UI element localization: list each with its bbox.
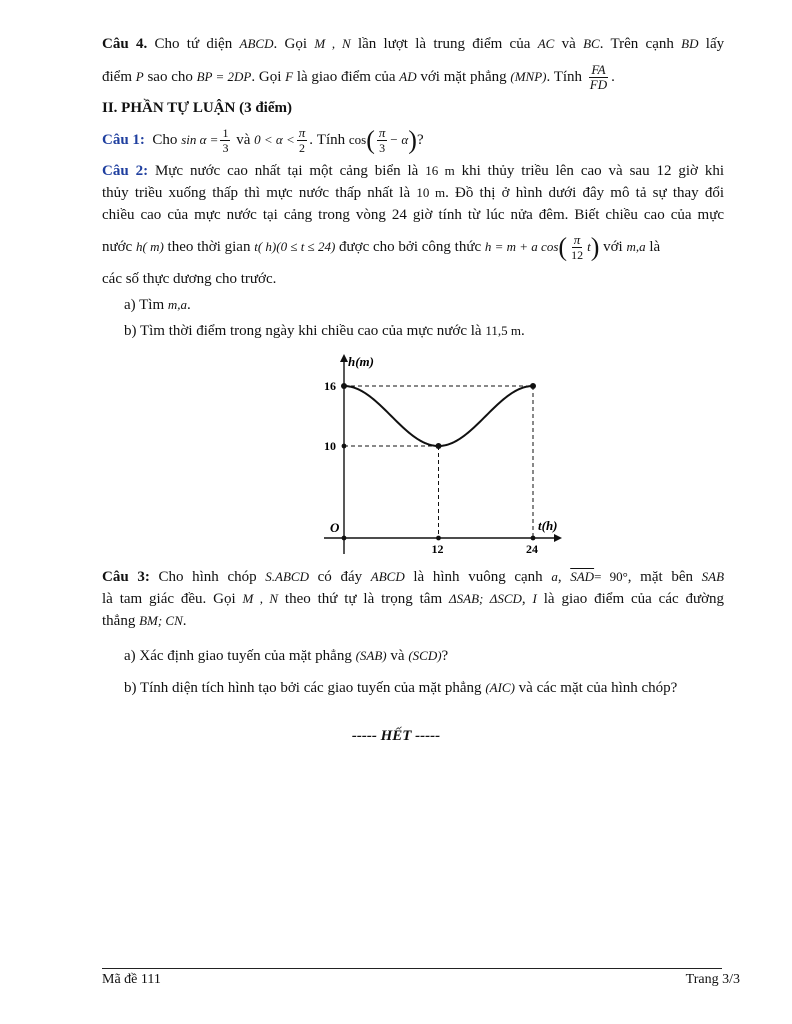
math: (MNP) bbox=[510, 69, 547, 84]
section-title: II. PHẦN TỰ LUẬN (3 điểm) bbox=[102, 100, 292, 116]
q2-line-5: các số thực dương cho trước. bbox=[102, 271, 277, 287]
paren: ( bbox=[366, 125, 375, 155]
text: . Đồ thị ở hình dưới đây mô tả sự thay đổi bbox=[445, 185, 724, 201]
y-axis-arrow bbox=[340, 354, 348, 362]
text: là tam giác đều. Gọi bbox=[102, 591, 236, 607]
q3-part-b bbox=[124, 677, 746, 699]
text: b) Tính diện tích hình tạo bởi các giao tuyến của mặt phẳng bbox=[124, 680, 482, 696]
text: Cho tứ diện bbox=[154, 36, 233, 52]
y-tick-label: 10 bbox=[324, 439, 336, 453]
q4-line-2 bbox=[102, 60, 724, 94]
math: AD bbox=[399, 69, 417, 84]
x-tick-label: 12 bbox=[431, 542, 444, 556]
text: với bbox=[603, 239, 623, 255]
text: . Tính bbox=[546, 69, 583, 85]
data-point bbox=[530, 383, 536, 389]
text: . bbox=[187, 297, 191, 313]
math: (0 ≤ t ≤ 24) bbox=[276, 239, 336, 254]
text: . Tính bbox=[309, 132, 346, 148]
text: là giao điểm của bbox=[296, 69, 396, 85]
q4-label: Câu 4. bbox=[102, 36, 148, 52]
text: với mặt phẳng bbox=[420, 69, 507, 85]
math: 11,5 m bbox=[485, 323, 521, 338]
math: F bbox=[285, 69, 294, 84]
x-tick-mark bbox=[531, 536, 536, 541]
text: . bbox=[182, 613, 187, 629]
math: P bbox=[135, 69, 144, 84]
text: , mặt bên bbox=[627, 569, 693, 585]
math: ΔSAB; ΔSCD bbox=[449, 591, 522, 606]
text: theo thời gian bbox=[167, 239, 251, 255]
text: a) Tìm bbox=[124, 297, 165, 313]
math: 10 m bbox=[416, 185, 446, 200]
math: BC bbox=[583, 36, 600, 51]
q3-part-a bbox=[124, 645, 746, 667]
series-line bbox=[344, 386, 533, 446]
math: M , N bbox=[314, 36, 351, 51]
text: Cho hình chóp bbox=[158, 569, 257, 585]
q2-line-4 bbox=[102, 229, 724, 265]
x-axis-label: t(h) bbox=[538, 518, 558, 533]
math: 16 m bbox=[425, 163, 455, 178]
text: và bbox=[236, 132, 251, 148]
math: M , N bbox=[242, 591, 279, 606]
math: = 90° bbox=[594, 569, 628, 584]
math: (SCD) bbox=[408, 648, 442, 663]
frac-num: FA bbox=[591, 62, 606, 78]
math: SAB bbox=[701, 569, 725, 584]
q3-line-3 bbox=[102, 610, 724, 632]
text: sao cho bbox=[147, 69, 193, 85]
q3-label: Câu 3: bbox=[102, 569, 150, 585]
text: thẳng bbox=[102, 613, 136, 629]
text: a) Xác định giao tuyến của mặt phẳng bbox=[124, 648, 352, 664]
fraction bbox=[569, 233, 585, 262]
text: là giao điểm của các đường bbox=[543, 591, 725, 607]
text: . bbox=[611, 69, 615, 85]
end-marker: ----- HẾT ----- bbox=[351, 728, 441, 744]
paren: ( bbox=[558, 232, 568, 262]
paren: ) bbox=[408, 125, 417, 155]
q3-line-2 bbox=[102, 588, 724, 610]
math: BD bbox=[681, 36, 699, 51]
text: và các mặt của hình chóp? bbox=[518, 680, 678, 696]
frac-num: π bbox=[573, 232, 581, 248]
page-number: Trang 3/3 bbox=[685, 972, 740, 987]
q2-line-3: chiều cao của mực nước tại cảng trong vòng 24 giờ tính từ lúc nửa đêm. Biết chiều cao của mực bbox=[102, 207, 724, 223]
text: . Gọi bbox=[273, 36, 308, 52]
q3-line-1: Câu 3: Cho hình chóp S.ABCD có đáy ABCD là hình vuông cạnh a, $\overline{SAD}= 90^\circ$, mặt bên SAB bbox=[102, 569, 725, 585]
text: thủy triều xuống thấp thì mực nước thấp nhất là bbox=[102, 185, 411, 201]
fraction bbox=[377, 126, 388, 155]
text: theo thứ tự là trọng tâm bbox=[284, 591, 443, 607]
y-tick-label: 16 bbox=[324, 379, 336, 393]
text: là hình vuông cạnh bbox=[413, 569, 543, 585]
math: (SAB) bbox=[355, 648, 387, 663]
origin-label: O bbox=[330, 520, 340, 535]
text: Mực nước cao nhất tại một cảng biển là bbox=[154, 163, 419, 179]
frac-den: 12 bbox=[571, 248, 584, 263]
x-axis-arrow bbox=[554, 534, 562, 542]
data-point bbox=[436, 443, 442, 449]
math: h( m) bbox=[135, 239, 164, 254]
text: lần lượt là trung điểm của bbox=[357, 36, 531, 52]
frac-den: 3 bbox=[222, 141, 229, 156]
math: a bbox=[551, 569, 558, 584]
math: − α bbox=[389, 132, 409, 147]
math: BM; CN bbox=[139, 613, 183, 628]
math: sin α = bbox=[181, 132, 219, 147]
q2-part-b bbox=[124, 320, 746, 342]
math: m,a bbox=[167, 297, 188, 312]
footer-rule bbox=[102, 968, 722, 969]
math: t( h) bbox=[254, 239, 277, 254]
math: t bbox=[587, 239, 591, 254]
text: ? bbox=[441, 648, 449, 664]
chart-marks bbox=[324, 379, 538, 556]
y-tick-mark bbox=[342, 444, 347, 449]
q2-line-2 bbox=[102, 182, 724, 204]
frac-num: π bbox=[298, 125, 306, 141]
q1-line bbox=[102, 122, 724, 158]
text: . Gọi bbox=[251, 69, 282, 85]
math: S.ABCD bbox=[265, 569, 309, 584]
text: là bbox=[649, 239, 661, 255]
text: lấy bbox=[705, 36, 725, 52]
fraction bbox=[297, 126, 308, 155]
text: khi thủy triều lên cao và sau 12 giờ khi bbox=[461, 163, 724, 179]
text: , bbox=[521, 591, 526, 607]
text: ? bbox=[416, 132, 424, 148]
paren: ) bbox=[590, 232, 600, 262]
tide-chart bbox=[310, 346, 570, 560]
text: . Trên cạnh bbox=[599, 36, 674, 52]
q4-line-1 bbox=[102, 33, 724, 55]
origin-mark bbox=[342, 536, 347, 541]
math: ABCD bbox=[370, 569, 405, 584]
math: BP = 2DP bbox=[196, 69, 252, 84]
fraction-fa-fd bbox=[588, 63, 609, 92]
q1-label: Câu 1: bbox=[102, 132, 145, 148]
math: (AIC) bbox=[485, 680, 515, 695]
text: Cho bbox=[152, 132, 178, 148]
math: h = m + a cos bbox=[484, 239, 559, 254]
q2-label: Câu 2: bbox=[102, 163, 149, 179]
math: ABCD bbox=[239, 36, 274, 51]
exam-code: Mã đề 111 bbox=[102, 972, 161, 987]
math: AC bbox=[537, 36, 555, 51]
frac-num: π bbox=[378, 125, 386, 141]
math-angle: $\overline{SAD}$ bbox=[570, 569, 595, 584]
text: có đáy bbox=[317, 569, 363, 585]
q2-part-a bbox=[124, 294, 746, 316]
frac-num: 1 bbox=[222, 126, 229, 141]
text: và bbox=[561, 36, 576, 52]
text: . bbox=[520, 323, 525, 339]
text: được cho bởi công thức bbox=[339, 239, 482, 255]
y-tick-mark bbox=[342, 384, 347, 389]
math: I bbox=[532, 591, 537, 606]
fraction bbox=[220, 126, 230, 155]
frac-den: 2 bbox=[299, 141, 306, 156]
q2-line-1 bbox=[102, 160, 724, 182]
text: và bbox=[390, 648, 405, 664]
math: cos bbox=[348, 132, 367, 147]
x-tick-mark bbox=[436, 536, 441, 541]
math: 0 < α < bbox=[254, 132, 295, 147]
text: nước bbox=[102, 239, 133, 255]
frac-den: 3 bbox=[379, 141, 386, 156]
text: điểm bbox=[102, 69, 132, 85]
y-axis-label: h(m) bbox=[348, 354, 374, 369]
x-tick-label: 24 bbox=[526, 542, 538, 556]
math: m,a bbox=[626, 239, 646, 254]
text: b) Tìm thời điểm trong ngày khi chiều cao của mực nước là bbox=[124, 323, 482, 339]
frac-den: FD bbox=[589, 77, 608, 93]
